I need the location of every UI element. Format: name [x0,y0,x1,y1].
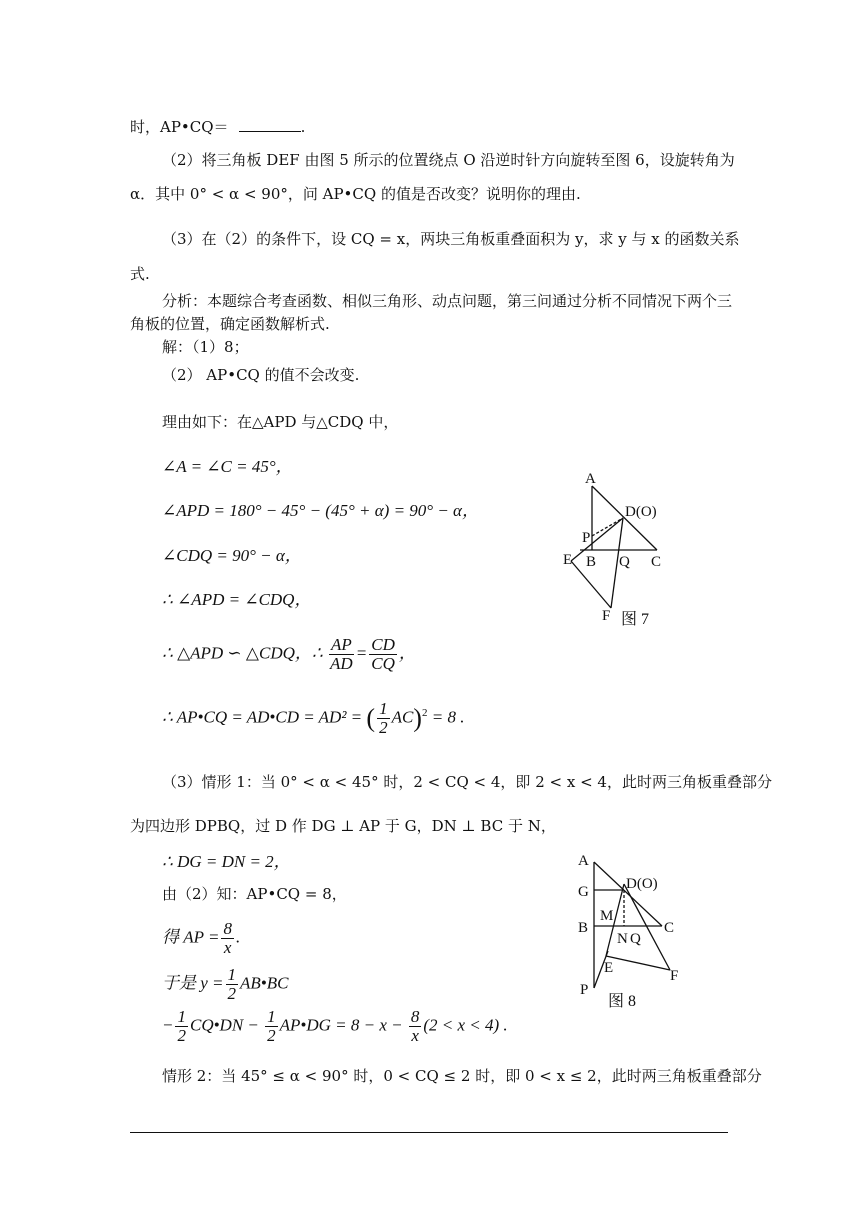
analysis-line-2: 角板的位置，确定函数解析式. [130,315,330,333]
equation-3: ∠CDQ = 90° − α， [162,546,302,565]
equation-2: ∠APD = 180° − 45° − (45° + α) = 90° − α， [162,501,479,520]
fig7-caption: 图 7 [621,611,650,628]
case-1-line-2: 为四边形 DPBQ，过 D 作 DG ⊥ AP 于 G，DN ⊥ BC 于 N， [130,817,556,835]
fig8-label-f: F [670,968,679,984]
equation-5: ∴ △APD ∽ △CDQ，∴ $\frac{AP}{AD}$ = $\frac{CD}{CQ}$ ， [162,635,416,673]
fig7-label-c: C [651,554,662,570]
case-1-line-1: （3）情形 1：当 0° < α < 45° 时，2 < CQ < 4，即 2 < x < 4，此时两三角板重叠部分 [162,773,772,791]
fig8-label-d: D(O) [626,876,658,892]
case-1-dg-dn: ∴ DG = DN = 2， [162,852,291,871]
case-1-y-expr-continued: − $\frac{1}{2}$ CQ•DN − $\frac{1}{2}$ AP•DG = 8 − x − $\frac{8}{x}$ (2 < x < 4) . [162,1007,508,1045]
question-3-line-2: 式. [130,265,150,283]
solution-part-1: 解：（1）8； [162,338,249,356]
fraction-half-y: $\frac{1}{2}$ [227,965,237,1003]
answer-blank [239,117,301,132]
figure-8 [570,846,700,1010]
case-2-line-1: 情形 2：当 45° ≤ α < 90° 时，0 < CQ ≤ 2 时，即 0 < x ≤ 2，此时两三角板重叠部分 [162,1067,762,1085]
fig8-label-g: G [578,884,589,900]
reason-line: 理由如下：在△APD 与△CDQ 中， [162,413,399,431]
question-3-line-1: （3）在（2）的条件下，设 CQ = x，两块三角板重叠面积为 y，求 y 与 x 的函数关系 [162,230,740,248]
fig7-label-e: E [563,552,573,568]
figure-7 [555,468,685,633]
equation-6: ∴ AP•CQ = AD•CD = AD² = ( $\frac{1}{2}$ AC)$^2$ = 8 . [162,699,465,737]
fraction-8-x: $\frac{8}{x}$ [223,919,232,957]
case-1-from-part-2: 由（2）知：AP•CQ = 8， [162,885,347,903]
analysis-line-1: 分析：本题综合考查函数、相似三角形、动点问题，第三问通过分析不同情况下两个三 [162,292,733,310]
fraction-8-over-x: $\frac{8}{x}$ [410,1007,420,1045]
equation-4: ∴ ∠APD = ∠CDQ， [162,590,312,609]
fraction-ap-ad: $\frac{AP}{AD}$ [330,635,353,673]
fraction-half: $\frac{1}{2}$ [379,699,388,737]
fig8-label-c: C [664,920,675,936]
case-1-ap-expr: 得 AP = $\frac{8}{x}$ . [162,919,241,957]
fig7-label-b: B [586,554,597,570]
fig8-label-m: M [600,908,614,924]
fig8-label-p: P [580,982,589,998]
question-2-line-1: （2）将三角板 DEF 由图 5 所示的位置绕点 O 沿逆时针方向旋转至图 6，设旋转角为 [162,151,735,169]
answer-blank-line: 时，AP•CQ＝ . [130,118,306,136]
fraction-half-cq: $\frac{1}{2}$ [177,1007,186,1045]
fig7-label-a: A [585,471,596,487]
question-2-line-2: α．其中 0° < α < 90°，问 AP•CQ 的值是否改变？说明你的理由. [130,185,581,203]
fig8-caption: 图 8 [608,993,637,1010]
fig8-label-n: N [617,931,628,947]
fig7-label-d: D(O) [625,504,657,520]
case-1-y-expr: 于是 y = $\frac{1}{2}$ AB•BC [162,965,289,1003]
solution-part-2: （2） AP•CQ 的值不会改变. [162,366,360,384]
fig8-label-b: B [578,920,589,936]
footer-rule [130,1132,728,1133]
fig7-label-f: F [602,608,611,624]
fig8-label-e: E [604,960,614,976]
fraction-cd-cq: $\frac{CD}{CQ}$ [371,635,395,673]
fig8-label-q: Q [630,931,641,947]
fraction-half-ap: $\frac{1}{2}$ [267,1007,276,1045]
equation-1: ∠A = ∠C = 45°， [162,457,293,476]
fig8-label-a: A [578,853,589,869]
fig7-label-p: P [582,530,591,546]
fig7-label-q: Q [619,554,630,570]
